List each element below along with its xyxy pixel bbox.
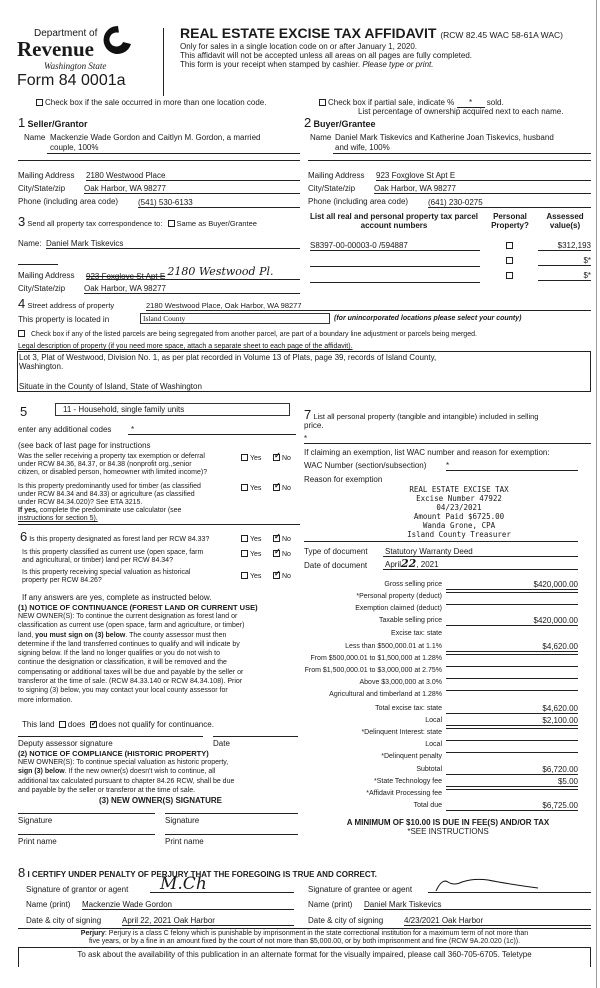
grantor-name-field[interactable]: Mackenzie Wade Gordon	[82, 900, 294, 910]
assessed-value-field[interactable]: $312,193	[538, 241, 591, 251]
deputy-signature-line[interactable]	[18, 736, 203, 737]
legal-line-3: Situate in the County of Island, State of Washington	[19, 382, 202, 391]
forest-question	[20, 530, 209, 544]
assessed-value-col-header: Assessed value(s)	[546, 212, 584, 230]
seller-name-underline	[47, 153, 300, 154]
street-label-text: Street address of property	[27, 301, 115, 310]
partial-percent-field[interactable]: *	[457, 98, 485, 108]
tax-value-field[interactable]	[446, 690, 578, 691]
handwritten-address: 2180 Westwood Pl.	[167, 265, 274, 278]
checkbox[interactable]	[241, 484, 248, 491]
section-number: 4	[18, 296, 26, 311]
wac-label: WAC Number (section/subsection)	[304, 461, 427, 470]
street-label	[18, 297, 114, 310]
grantee-signature-field[interactable]	[428, 876, 591, 893]
no-label: No	[282, 455, 291, 462]
located-in-label: This property is located in	[18, 315, 110, 324]
subtitle-1: Only for sales in a single location code on or after January 1, 2020.	[180, 42, 418, 51]
segregated-label: Check box if any of the listed parcels are being segregated from another parcel, are part of a boundary line adjustment or parcels being merged.	[31, 331, 477, 338]
signature-label: Signature	[165, 816, 200, 825]
tax-label: Total due	[413, 802, 442, 809]
divider	[18, 928, 591, 929]
date-line[interactable]	[213, 736, 298, 737]
personal-property-checkbox[interactable]	[506, 242, 513, 249]
notice-line	[18, 631, 244, 640]
checkbox[interactable]	[273, 550, 280, 557]
tax-label: *State Technology fee	[374, 778, 442, 785]
subtitle-3-text: This form is your receipt when stamped by cashier.	[180, 60, 361, 69]
tax-value-field[interactable]: $420,000.00	[446, 616, 578, 626]
buyer-heading-text: Buyer/Grantee	[313, 119, 376, 129]
does-not-label: does not qualify for continuance.	[98, 720, 214, 729]
county-select[interactable]: Island County	[140, 313, 330, 324]
washington-state: Washington State	[44, 61, 107, 71]
notice2-title: (2) NOTICE OF COMPLIANCE (HISTORIC PROPERTY)	[18, 749, 209, 758]
personal-property-checkbox[interactable]	[506, 272, 513, 279]
perjury-text: : Perjury is a class C felony which is punishable by imprisonment in the state correctional institution for a maximum term of not more than	[104, 930, 529, 937]
reason-label: Reason for exemption	[304, 475, 383, 484]
q-line: under RCW 84.34 and 84.33) or agriculture (as classified	[18, 491, 195, 498]
parcel-number-field[interactable]: S8397-00-00003-0 /594887	[310, 241, 480, 251]
tax-label: Agricultural and timberland at 1.28%	[329, 691, 442, 698]
seller-heading	[18, 116, 88, 129]
tax-value-field[interactable]: $420,000.00	[446, 580, 578, 590]
stamp-line: Excise Number 47922	[416, 494, 502, 503]
claiming-label: If claiming an exemption, list WAC number and reason for exemption:	[304, 448, 550, 457]
section-number: 5	[20, 404, 28, 419]
yes-label: Yes	[250, 455, 262, 462]
multi-location-label: Check box if the sale occurred in more than one location code.	[45, 98, 267, 107]
perjury-line-1	[18, 930, 591, 938]
q-line: Is this property designated as forest land per RCW 84.33?	[29, 536, 210, 543]
county-note: (for unincorporated locations please select your county)	[334, 315, 522, 322]
buyer-name-underline	[333, 153, 591, 154]
stamp-line: Amount Paid $6725.00	[413, 512, 505, 521]
q-line: Was the seller receiving a property tax exemption or deferral	[18, 453, 205, 460]
tax-value-field[interactable]: $5.00	[446, 777, 578, 787]
multi-location-checkbox[interactable]	[36, 98, 266, 107]
tax-label: Excise tax: state	[391, 630, 442, 637]
list-percentage-note: List percentage of ownership acquired next to each name.	[358, 107, 564, 116]
parcel-number-field[interactable]	[310, 266, 480, 267]
seller-mail-label: Mailing Address	[18, 171, 75, 180]
tax-value-field[interactable]	[446, 604, 578, 605]
seller-name-label: Name	[24, 133, 46, 142]
same-as-buyer-checkbox[interactable]	[168, 220, 175, 227]
doc-type-field[interactable]: Statutory Warranty Deed	[383, 547, 578, 557]
tax-label: Exemption claimed (deduct)	[355, 605, 442, 612]
seller-name-line1[interactable]: Mackenzie Wade Gordon and Caitlyn M. Gordon, a married	[50, 133, 261, 142]
notice-line: NEW OWNER(S): To continue the current designation as forest land or	[18, 613, 238, 620]
grantor-date-field[interactable]: April 22, 2021 Oak Harbor	[122, 916, 294, 926]
buyer-city-field[interactable]: Oak Harbor, WA 98277	[374, 184, 591, 194]
grantor-date-label: Date & city of signing	[26, 916, 102, 925]
section-number: 7	[304, 407, 312, 422]
checkbox[interactable]	[241, 572, 248, 579]
dor-logo-icon	[103, 24, 133, 56]
tax-label: Less than $500,000.01 at 1.1%	[345, 643, 442, 650]
personal-property-checkbox[interactable]	[506, 257, 513, 264]
tax-label: From $500,000.01 to $1,500,000 at 1.28%	[310, 655, 442, 662]
notice-line: classification as current use (open space, farm and agriculture, or timber)	[18, 622, 245, 630]
perjury-line-2: five years, or by a fine in an amount fixed by the court of not more than $5,000.00, or by both imprisonment and fine (RCW 9A.20.020 (1c)).	[88, 938, 521, 945]
signature-line[interactable]	[18, 813, 155, 814]
signature-scribble	[428, 876, 591, 893]
parcel-col-header: List all real and personal property tax parcel account numbers	[309, 212, 479, 230]
correspondence-label: Send all property tax correspondence to:	[27, 219, 163, 228]
notice-line: additional tax calculated pursuant to chapter 84.26 RCW, shall be due	[18, 777, 235, 785]
current-use-yes[interactable]	[241, 550, 261, 559]
tax-value-field[interactable]	[446, 592, 578, 593]
tax-label: *Personal property (deduct)	[356, 593, 442, 600]
buyer-mail-label: Mailing Address	[308, 171, 365, 180]
historic-yes[interactable]	[241, 572, 261, 581]
current-use-question	[22, 549, 203, 565]
wac-field[interactable]: *	[446, 461, 578, 471]
q-line: instructions for section 5).	[18, 515, 98, 522]
buyer-city-label: City/State/zip	[308, 184, 356, 193]
additional-codes-label: enter any additional codes	[18, 425, 112, 434]
grantee-name-label: Name (print)	[308, 900, 353, 909]
corr-mail-field[interactable]	[86, 267, 300, 280]
struck-address: 923 Foxglove St Apt E	[86, 272, 166, 281]
tax-value-field[interactable]: $6,720.00	[446, 765, 578, 775]
if-yes-note: If any answers are yes, complete as instructed below.	[22, 593, 212, 602]
corr-city-field[interactable]: Oak Harbor, WA 98277	[84, 284, 300, 294]
buyer-phone-label: Phone (including area code)	[308, 197, 409, 206]
legal-line-1: Lot 3, Plat of Westwood, Division No. 1, as per plat recorded in Volume 13 of Plats, page 39, records of Island County,	[19, 353, 437, 362]
yes-label: Yes	[250, 536, 262, 543]
stamp-line: REAL ESTATE EXCISE TAX	[409, 485, 509, 494]
timber-yes[interactable]	[241, 484, 261, 493]
checkbox[interactable]	[241, 535, 248, 542]
stamp-line: 04/23/2021	[436, 503, 482, 512]
divider	[18, 264, 58, 265]
subtitle-3	[180, 60, 433, 69]
tax-value-field[interactable]	[446, 666, 578, 667]
partial-sold-label: sold.	[486, 98, 504, 107]
buyer-phone-field[interactable]: (641) 230-0275	[428, 198, 591, 208]
perjury-bold: Perjury	[80, 930, 105, 937]
buyer-name-line2[interactable]: and wife, 100%	[335, 143, 390, 152]
buyer-heading	[304, 116, 376, 129]
checkbox[interactable]	[273, 535, 280, 542]
seller-city-field[interactable]: Oak Harbor, WA 98277	[84, 184, 300, 194]
checkbox[interactable]	[18, 330, 25, 337]
signature-line[interactable]	[165, 813, 298, 814]
no-label: No	[282, 536, 291, 543]
personal-property-list-label	[304, 408, 538, 421]
q-line: property per RCW 84.26?	[22, 577, 102, 584]
section-number: 6	[20, 529, 28, 544]
yes-label: Yes	[250, 485, 262, 492]
treasurer-stamp	[395, 485, 523, 539]
grantor-name-label: Name (print)	[26, 900, 71, 909]
doc-date-label: Date of document	[304, 561, 368, 570]
print-name-line[interactable]	[165, 834, 298, 835]
page-right-border	[596, 0, 597, 988]
alt-format-text: To ask about the availability of this publication in an alternate format for the visually impaired, please call 360-705-6705. Teletype	[77, 950, 532, 959]
does-not-checkbox[interactable]	[90, 721, 97, 728]
date-year: , 2021	[416, 560, 439, 569]
yes-label: Yes	[250, 551, 262, 558]
notice-line: determine if the land transferred continues to qualify and will indicate by	[18, 640, 240, 648]
tax-value-field[interactable]	[446, 740, 578, 741]
list-label: List all personal property (tangible and intangible) included in selling	[313, 412, 539, 421]
checkbox[interactable]	[241, 454, 248, 461]
seller-city-label: City/State/zip	[18, 184, 66, 193]
deputy-label: Deputy assessor signature	[18, 739, 113, 748]
corr-name-label: Name:	[18, 239, 42, 248]
segregated-checkbox[interactable]	[18, 330, 477, 339]
timber-question	[18, 483, 201, 523]
see-back-note: (see back of last page for instructions	[18, 441, 151, 450]
tax-label: *Delinquent Interest: state	[361, 729, 442, 736]
tax-label: Local	[425, 717, 442, 724]
form-number: Form 84 0001a	[17, 72, 126, 89]
section-number: 3	[18, 214, 26, 229]
divider	[308, 160, 591, 161]
header-divider	[163, 28, 164, 96]
subtitle-2: This affidavit will not be accepted unless all areas on all pages are fully completed.	[180, 51, 473, 60]
tax-value-field[interactable]: $4,620.00	[446, 642, 578, 652]
notice2-text	[18, 758, 234, 795]
certify-text: I CERTIFY UNDER PENALTY OF PERJURY THAT THE FOREGOING IS TRUE AND CORRECT.	[27, 870, 377, 879]
revenue-logo-text: Revenue	[17, 37, 94, 61]
grantee-date-label: Date & city of signing	[308, 916, 384, 925]
notice-rest: . If the new owner(s) doesn't wish to continue, all	[64, 768, 216, 776]
tax-label: *Delinquent penalty	[381, 753, 442, 760]
seller-heading-text: Seller/Grantor	[27, 119, 88, 129]
partial-sale-label: Check box if partial sale, indicate %	[328, 98, 455, 107]
tax-label: *Affidavit Processing fee	[366, 790, 442, 797]
notice-line: more information.	[18, 696, 73, 704]
assessed-value-field[interactable]: $*	[538, 256, 591, 266]
print-name-label: Print name	[18, 837, 57, 846]
stamp-line: Wanda Grone, CPA	[422, 521, 496, 530]
notice-line: to signing (3) below, you may contact your local county assessor for	[18, 687, 228, 695]
q-line	[18, 507, 201, 515]
divider	[18, 524, 300, 525]
tax-label: Taxable selling price	[378, 617, 442, 624]
current-use-no[interactable]	[273, 550, 291, 559]
notice-line: compensating or additional taxes will be due and payable by the seller or	[18, 668, 244, 676]
grantee-name-field[interactable]: Daniel Mark Tiskevics	[364, 900, 591, 910]
notice-bold: you must sign on (3) below	[35, 631, 126, 639]
tax-value-field[interactable]	[446, 654, 578, 655]
tax-label: Gross selling price	[384, 581, 442, 588]
signature-label: Signature	[18, 816, 53, 825]
buyer-name-label: Name	[310, 133, 332, 142]
stamp-line: Island County Treasurer	[407, 530, 511, 539]
parcel-number-field[interactable]	[310, 282, 480, 283]
personal-property-col-header: Personal Property?	[491, 212, 529, 230]
tax-value-field[interactable]: $2,100.00	[446, 716, 578, 726]
seller-phone-field[interactable]: (541) 530-6133	[138, 198, 300, 208]
legal-desc-label: Legal description of property (if you need more space, attach a separate sheet to each page of the affidavit).	[18, 343, 353, 350]
tax-label: From $1,500,000.01 to $3,000,000 at 2.75%	[304, 667, 442, 674]
legal-description-field[interactable]	[17, 351, 591, 392]
exemption-no[interactable]	[273, 454, 291, 463]
grantor-sig-label: Signature of grantor or agent	[26, 885, 129, 894]
q-line: Is this property predominantly used for timber (as classified	[18, 483, 201, 490]
tax-label: Above $3,000,000 at 3.0%	[359, 679, 442, 686]
exemption-yes[interactable]	[241, 454, 261, 463]
corr-name-field[interactable]: Daniel Mark Tiskevics	[46, 239, 300, 249]
seller-name-line2[interactable]: couple, 100%	[50, 143, 99, 152]
additional-codes-field[interactable]: *	[128, 425, 296, 435]
tax-value-field[interactable]	[446, 678, 578, 679]
checkbox[interactable]	[36, 99, 43, 106]
q-line: Is this property classified as current use (open space, farm	[22, 549, 204, 556]
does-checkbox[interactable]	[59, 721, 66, 728]
q-line: under RCW 84.34.020)? See ETA 3215.	[18, 499, 143, 506]
divider	[18, 160, 300, 161]
forest-yes[interactable]	[241, 535, 261, 544]
street-field[interactable]: 2180 Westwood Place, Oak Harbor, WA 98277	[146, 301, 591, 311]
notice3-title: (3) NEW OWNER(S) SIGNATURE	[99, 796, 222, 805]
corr-city-label: City/State/zip	[18, 284, 66, 293]
q-line: under RCW 84.36, 84.37, or 84.38 (nonprofit org.,senior	[18, 461, 192, 468]
tax-value-field[interactable]: $4,620.00	[446, 704, 578, 714]
reason-field[interactable]	[304, 541, 578, 542]
legal-line-2: Washington.	[19, 362, 64, 371]
corr-mail-label: Mailing Address	[18, 271, 75, 280]
historic-no[interactable]	[273, 572, 291, 581]
same-as-buyer-label: Same as Buyer/Grantee	[176, 219, 257, 228]
timber-no[interactable]	[273, 484, 291, 493]
use-code-select[interactable]: 11 - Household, single family units	[55, 403, 290, 416]
form-title	[180, 26, 563, 43]
tax-label: Subtotal	[416, 766, 442, 773]
tax-value-field[interactable]	[446, 789, 578, 790]
does-label: does	[67, 720, 86, 729]
tax-label: Total excise tax: state	[375, 705, 442, 712]
checkbox[interactable]	[319, 99, 326, 106]
checkbox[interactable]	[273, 484, 280, 491]
tax-value-field[interactable]	[446, 752, 578, 753]
seller-phone-label: Phone (including area code)	[18, 197, 119, 206]
continuance-row	[22, 720, 214, 729]
notice-line: NEW OWNER(S): To continue special valuation as historic property,	[18, 759, 229, 766]
forest-no[interactable]	[273, 535, 291, 544]
this-land-label: This land	[22, 720, 55, 729]
subtitle-3-italic: Please type or print.	[362, 60, 434, 69]
personal-property-field[interactable]: *	[304, 434, 591, 444]
checkbox[interactable]	[241, 550, 248, 557]
section-number: 1	[18, 115, 26, 130]
seller-mail-field[interactable]: 2180 Westwood Place	[86, 171, 300, 181]
grantee-sig-label: Signature of grantee or agent	[308, 885, 413, 894]
section-number: 2	[304, 115, 312, 130]
tax-value-field[interactable]: $6,725.00	[446, 801, 578, 811]
notice1-text	[18, 612, 244, 705]
notice-bold: sign (3) below	[18, 768, 65, 776]
historic-question	[22, 569, 190, 585]
grantor-signature-field[interactable]: M.Ch	[150, 876, 294, 893]
assessed-value-field[interactable]: $*	[538, 271, 591, 281]
notice-line: signing below. If the land no longer qualifies or you do not wish to	[18, 650, 220, 658]
print-name-label: Print name	[165, 837, 204, 846]
buyer-name-line1[interactable]: Daniel Mark Tiskevics and Katherine Joan Tiskevics, husband	[335, 133, 554, 142]
grantee-date-field[interactable]: 4/23/2021 Oak Harbor	[404, 916, 591, 926]
see-instructions: *SEE INSTRUCTIONS	[407, 827, 489, 836]
doc-date-field[interactable]	[383, 559, 578, 570]
notice-line: continue the designation or classification, it will be removed and the	[18, 659, 227, 667]
checkbox[interactable]	[273, 572, 280, 579]
q-tail: complete the predominate use calculator (see	[37, 507, 182, 514]
no-label: No	[282, 551, 291, 558]
notice-line	[18, 767, 234, 776]
tax-label: Local	[425, 741, 442, 748]
notice-land: land,	[18, 631, 34, 639]
notice-line: transferor at the time of sale. (RCW 84.33.140 or RCW 84.34.108). Prior	[18, 678, 243, 686]
exemption-question	[18, 453, 207, 477]
notice-line: and payable by the seller or transferor at the time of sale.	[18, 786, 196, 794]
alt-format-box	[18, 947, 591, 967]
section-number: 8	[18, 865, 26, 880]
notice-rest: . The county assessor must then	[125, 631, 227, 639]
q-line: citizen, or disabled person, homeowner with limited income)?	[18, 469, 208, 476]
minimum-notice: A MINIMUM OF $10.00 IS DUE IN FEE(S) AND/OR TAX	[346, 818, 550, 827]
date-day-handwritten: 22	[401, 557, 417, 570]
doc-type-label: Type of document	[304, 547, 368, 556]
title-main: REAL ESTATE EXCISE TAX AFFIDAVIT	[180, 25, 437, 41]
tax-value-field[interactable]	[446, 728, 578, 729]
no-label: No	[282, 485, 291, 492]
checkbox[interactable]	[273, 454, 280, 461]
no-label: No	[282, 573, 291, 580]
title-ref: (RCW 82.45 WAC 58-61A WAC)	[440, 30, 563, 40]
date-month: April	[385, 560, 402, 569]
q-line: Is this property receiving special valuation as historical	[22, 569, 191, 576]
q-line: and agricultural, or timber) land per RCW 84.34?	[22, 557, 173, 564]
yes-label: Yes	[250, 573, 262, 580]
dept-of: Department of	[34, 28, 98, 39]
correspondence-heading	[18, 215, 257, 228]
buyer-mail-field[interactable]: 923 Foxglove St Apt E	[376, 171, 591, 181]
date-label: Date	[213, 739, 230, 748]
if-yes: If yes,	[18, 507, 38, 514]
price-label: price.	[304, 421, 324, 430]
notice1-title: (1) NOTICE OF CONTINUANCE (FOREST LAND OR CURRENT USE)	[18, 603, 258, 612]
print-name-line[interactable]	[18, 834, 155, 835]
